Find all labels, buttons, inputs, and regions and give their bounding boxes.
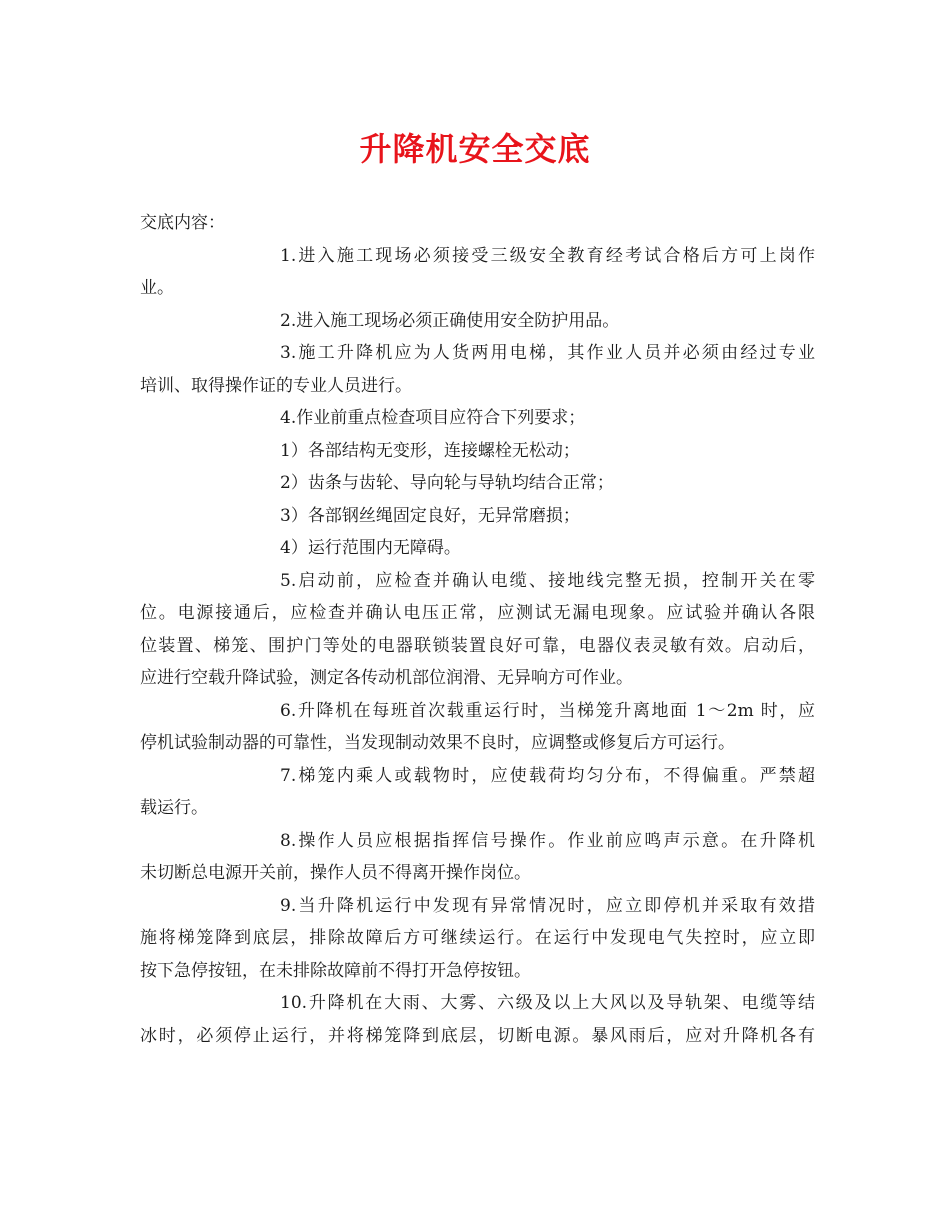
text-line: 6.升降机在每班首次载重运行时，当梯笼升离地面 1～2m 时，应 (280, 700, 815, 721)
intro-label: 交底内容： (140, 213, 225, 233)
text-line: 位装置、梯笼、围护门等处的电器联锁装置良好可靠，电器仪表灵敏有效。启动后， (140, 635, 815, 656)
text-line: 按下急停按钮，在未排除故障前不得打开急停按钮。 (140, 960, 531, 981)
text-line: 培训、取得操作证的专业人员进行。 (140, 375, 412, 396)
text-line: 1）各部结构无变形，连接螺栓无松动； (280, 440, 580, 461)
text-line: 2.进入施工现场必须正确使用安全防护用品。 (280, 310, 620, 331)
text-line: 4）运行范围内无障碍。 (280, 538, 461, 558)
text-line: 3）各部钢丝绳固定良好，无异常磨损； (280, 505, 580, 526)
text-line: 未切断总电源开关前，操作人员不得离开操作岗位。 (140, 863, 531, 883)
text-line: 7.梯笼内乘人或载物时，应使载荷均匀分布，不得偏重。严禁超 (280, 765, 815, 786)
text-line: 8.操作人员应根据指挥信号操作。作业前应鸣声示意。在升降机 (280, 830, 815, 851)
text-line: 载运行。 (140, 798, 208, 818)
text-line: 9.当升降机运行中发现有异常情况时，应立即停机并采取有效措 (280, 895, 815, 916)
text-line: 1.进入施工现场必须接受三级安全教育经考试合格后方可上岗作 (280, 245, 815, 266)
document-body (140, 207, 815, 1052)
text-line: 2）齿条与齿轮、导向轮与导轨均结合正常； (280, 473, 614, 493)
text-line: 3.施工升降机应为人货两用电梯，其作业人员并必须由经过专业 (280, 343, 815, 363)
text-line: 业。 (140, 278, 174, 298)
text-line: 4.作业前重点检查项目应符合下列要求； (280, 408, 586, 428)
text-line: 应进行空载升降试验，测定各传动机部位润滑、无异响方可作业。 (140, 668, 633, 688)
text-line: 停机试验制动器的可靠性，当发现制动效果不良时，应调整或修复后方可运行。 (140, 733, 735, 753)
document-title: 升降机安全交底 (359, 130, 591, 168)
text-line: 施将梯笼降到底层，排除故障后方可继续运行。在运行中发现电气失控时，应立即 (140, 928, 815, 948)
text-line: 冰时，必须停止运行，并将梯笼降到底层，切断电源。暴风雨后，应对升降机各有 (140, 1025, 815, 1046)
text-line: 10.升降机在大雨、大雾、六级及以上大风以及导轨架、电缆等结 (280, 993, 815, 1013)
text-line: 位。电源接通后，应检查并确认电压正常，应测试无漏电现象。应试验并确认各限 (140, 603, 815, 623)
paragraph-lines (140, 240, 815, 1053)
text-line: 5.启动前，应检查并确认电缆、接地线完整无损，控制开关在零 (280, 570, 815, 591)
